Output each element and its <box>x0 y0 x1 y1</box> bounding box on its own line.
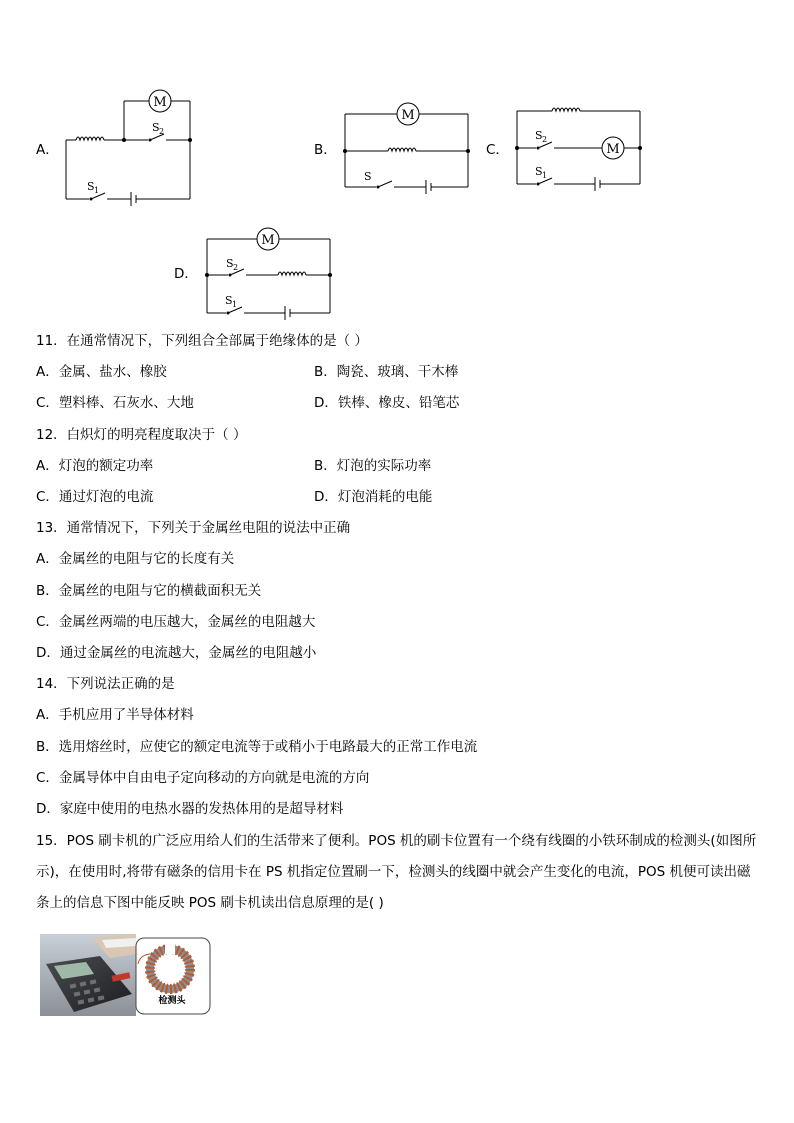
resistor-coil <box>552 108 580 111</box>
svg-text:S: S <box>535 165 543 178</box>
motor-symbol <box>397 103 419 125</box>
switch-s1 <box>87 180 105 201</box>
svg-text:1: 1 <box>94 186 100 195</box>
svg-text:1: 1 <box>232 300 238 309</box>
svg-text:2: 2 <box>542 135 548 144</box>
switch-s1 <box>225 294 242 315</box>
motor-symbol <box>257 228 279 250</box>
option-b-label: B． <box>314 142 337 158</box>
battery-symbol <box>285 306 290 320</box>
option-a-label: A． <box>36 142 59 158</box>
switch-s1 <box>535 165 552 186</box>
pos-machine-figure <box>40 934 212 1016</box>
question-12-option-b: B．灯泡的实际功率 <box>314 458 432 474</box>
switch-s2 <box>149 121 165 142</box>
question-14-option-c: C．金属导体中自由电子定向移动的方向就是电流的方向 <box>36 770 370 786</box>
detection-head-caption: 检测头 <box>158 996 186 1006</box>
question-12-option-a: A．灯泡的额定功率 <box>36 458 154 474</box>
question-13-stem: 13．通常情况下，下列关于金属丝电阻的说法中正确 <box>36 520 351 536</box>
battery-symbol <box>426 180 431 194</box>
svg-text:S: S <box>535 129 543 142</box>
svg-text:M: M <box>401 108 415 123</box>
svg-text:S: S <box>364 170 372 183</box>
svg-text:2: 2 <box>159 127 165 136</box>
circuit-diagram-d <box>200 224 335 319</box>
question-13-option-a: A．金属丝的电阻与它的长度有关 <box>36 551 235 567</box>
option-c-label: C． <box>486 142 509 158</box>
question-15-stem: 15．POS 刷卡机的广泛应用给人们的生活带来了便利。POS 机的刷卡位置有一个绕有线圈的小铁环制成的检测头(如图所示)，在使用时,将带有磁条的信用卡在 PS 机指定位置刷一下，检测头的线圈中就会产生变化的电流，POS 机便可读出磁条上的信息下图中能反映 POS 刷卡机读出信息原理的是( ) <box>36 833 757 911</box>
motor-symbol <box>602 137 624 159</box>
question-13-option-d: D．通过金属丝的电流越大，金属丝的电阻越小 <box>36 645 317 661</box>
option-d-label: D． <box>174 266 198 282</box>
switch-s <box>364 170 392 189</box>
svg-text:2: 2 <box>233 263 239 272</box>
question-12-stem: 12．白炽灯的明亮程度取决于（ ） <box>36 427 247 443</box>
resistor-coil <box>388 148 416 151</box>
circuit-diagram-b <box>338 100 473 195</box>
svg-text:M: M <box>153 95 167 110</box>
svg-text:S: S <box>225 294 233 307</box>
question-14-option-b: B．选用熔丝时，应使它的额定电流等于或稍小于电路最大的正常工作电流 <box>36 739 478 755</box>
battery-symbol <box>131 192 136 206</box>
question-14-stem: 14．下列说法正确的是 <box>36 676 175 692</box>
svg-text:S: S <box>152 121 160 134</box>
question-13-option-b: B．金属丝的电阻与它的横截面积无关 <box>36 583 262 599</box>
resistor-coil <box>76 137 104 140</box>
question-13-option-c: C．金属丝两端的电压越大，金属丝的电阻越大 <box>36 614 316 630</box>
question-14-option-a: A．手机应用了半导体材料 <box>36 707 194 723</box>
question-12-option-c: C．通过灯泡的电流 <box>36 489 154 505</box>
question-11-stem: 11．在通常情况下，下列组合全部属于绝缘体的是（ ） <box>36 333 368 349</box>
circuit-diagram-a <box>60 85 200 210</box>
question-11-option-b: B．陶瓷、玻璃、干木棒 <box>314 364 459 380</box>
question-11-option-a: A．金属、盐水、橡胶 <box>36 364 167 380</box>
switch-s2 <box>535 129 552 150</box>
switch-s2 <box>226 257 244 277</box>
battery-symbol <box>595 177 600 191</box>
svg-text:S: S <box>226 257 234 270</box>
svg-text:M: M <box>606 142 620 157</box>
question-14-option-d: D．家庭中使用的电热水器的发热体用的是超导材料 <box>36 801 344 817</box>
svg-text:M: M <box>261 233 275 248</box>
motor-symbol <box>149 90 171 112</box>
question-11-option-d: D．铁棒、橡皮、铅笔芯 <box>314 395 460 411</box>
question-12-option-d: D．灯泡消耗的电能 <box>314 489 433 505</box>
svg-text:S: S <box>87 180 95 193</box>
resistor-coil <box>278 272 306 275</box>
circuit-diagram-c <box>510 100 645 195</box>
question-11-option-c: C．塑料棒、石灰水、大地 <box>36 395 194 411</box>
svg-text:1: 1 <box>542 171 548 180</box>
